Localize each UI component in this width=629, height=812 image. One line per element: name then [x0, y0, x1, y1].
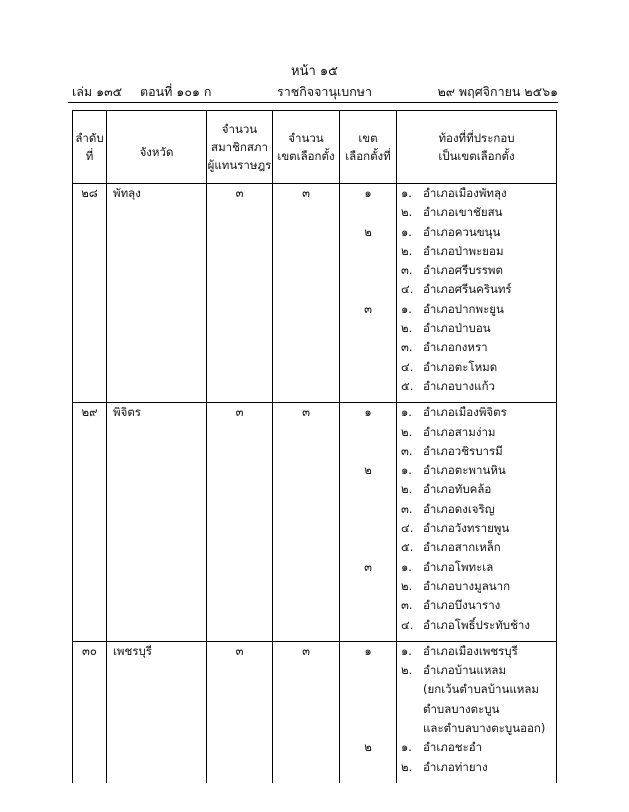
province-name-cell — [107, 403, 207, 642]
zone-spacer — [340, 577, 396, 596]
area-name: อำเภอวชิรบารมี — [423, 443, 503, 458]
area-item — [397, 700, 556, 719]
area-item — [397, 338, 556, 357]
area-item — [397, 538, 556, 557]
area-index: ๕. — [401, 378, 414, 393]
area-name: อำเภอบึงนาราง — [423, 598, 501, 613]
zone-spacer — [340, 719, 396, 738]
area-item — [397, 280, 556, 299]
table-row — [73, 403, 557, 642]
col-header-districts: จำนวน เขตเลือกตั้ง — [273, 111, 340, 184]
area-item — [397, 661, 556, 680]
area-name: อำเภอควนขนุน — [423, 224, 501, 239]
area-name: อำเภอโพทะเล — [423, 559, 494, 574]
zone-spacer — [340, 596, 396, 615]
area-name: อำเภอกงหรา — [423, 340, 488, 355]
area-index: ๒. — [401, 663, 413, 678]
area-name: อำเภอป่าพะยอม — [423, 243, 504, 258]
zone-number: ๑ — [364, 405, 372, 420]
zone-spacer — [340, 423, 396, 442]
area-item — [397, 680, 556, 699]
zone-spacer — [340, 203, 396, 222]
area-index: ๑. — [401, 740, 412, 755]
area-name: อำเภอป่าบอน — [423, 321, 491, 336]
province-name: พิจิตร — [113, 405, 141, 420]
area-name: อำเภอตะพานหิน — [423, 463, 506, 478]
district-count-cell — [273, 641, 340, 783]
member-count-cell — [207, 184, 273, 403]
province-group — [73, 184, 557, 403]
province-group — [73, 403, 557, 642]
area-item — [397, 577, 556, 596]
area-index: ๓. — [401, 340, 413, 355]
col-header-zone: เขต เลือกตั้งที่ — [340, 111, 397, 184]
area-item — [397, 596, 556, 615]
province-name-cell — [107, 641, 207, 783]
area-item — [397, 616, 556, 635]
area-index: ๕. — [401, 540, 414, 555]
district-count: ๓ — [302, 643, 310, 658]
section-label: ตอนที่ ๑๐๑ ก — [140, 84, 212, 99]
zone-number: ๒ — [364, 463, 372, 478]
zone-spacer — [340, 500, 396, 519]
district-count: ๓ — [302, 186, 310, 200]
volume-label: เล่ม ๑๓๕ — [72, 84, 123, 99]
area-name: อำเภอทับคล้อ — [423, 482, 492, 497]
zone-cell — [340, 403, 397, 642]
row-number-cell — [73, 184, 107, 403]
area-item — [397, 500, 556, 519]
area-name: อำเภอศรีบรรพต — [423, 263, 503, 278]
area-item — [397, 423, 556, 442]
area-name: อำเภอสามง่าม — [423, 424, 496, 439]
province-name-cell — [107, 184, 207, 403]
area-index: ๔. — [401, 359, 414, 374]
district-count-cell — [273, 403, 340, 642]
zone-spacer — [340, 338, 396, 357]
zone-number: ๑ — [364, 186, 372, 200]
member-count: ๓ — [235, 643, 244, 658]
province-group — [73, 641, 557, 783]
row-number: ๒๙ — [81, 405, 98, 420]
area-item — [397, 261, 556, 280]
header-divider — [68, 102, 558, 103]
zone-cell — [340, 184, 397, 403]
area-item — [397, 300, 556, 319]
area-name: อำเภอศรีนครินทร์ — [423, 282, 512, 297]
area-item — [397, 642, 556, 661]
area-index: ๓. — [401, 501, 413, 516]
area-index: ๒. — [401, 205, 413, 220]
area-item — [397, 223, 556, 242]
area-index: ๒. — [401, 759, 413, 774]
area-name: และตำบลบางตะบูนออก) — [423, 721, 546, 736]
area-index: ๑. — [401, 301, 412, 316]
zone-spacer — [340, 758, 396, 777]
zone-number: ๓ — [364, 559, 372, 574]
zone-spacer — [340, 377, 396, 396]
district-count-cell — [273, 184, 340, 403]
area-item — [397, 203, 556, 222]
area-name: อำเภอเมืองเพชรบุรี — [423, 643, 518, 658]
area-name: อำเภอสากเหล็ก — [423, 540, 501, 555]
row-number-cell — [73, 403, 107, 642]
area-name: อำเภอชะอำ — [423, 740, 483, 755]
area-index: ๒. — [401, 243, 413, 258]
area-name: อำเภอเขาชัยสน — [423, 205, 503, 220]
zone-spacer — [340, 261, 396, 280]
zone-spacer — [340, 242, 396, 261]
zone-spacer — [340, 616, 396, 635]
col-header-members: จำนวน สมาชิกสภา ผู้แทนราษฎร — [207, 111, 273, 184]
area-item — [397, 377, 556, 396]
zone-spacer — [340, 680, 396, 699]
zone-spacer — [340, 480, 396, 499]
zone-spacer — [340, 280, 396, 299]
area-name: อำเภอปากพะยูน — [423, 301, 504, 316]
area-index: ๒. — [401, 321, 413, 336]
area-index: ๑. — [401, 186, 412, 200]
area-name: อำเภอท่ายาง — [423, 759, 488, 774]
area-name: อำเภอบางแก้ว — [423, 378, 495, 393]
area-name: อำเภอตะโหมด — [423, 359, 498, 374]
zone-number: ๒ — [364, 740, 372, 755]
area-cell — [397, 403, 557, 642]
area-index: ๒. — [401, 424, 413, 439]
zone-spacer — [340, 519, 396, 538]
area-index: ๑. — [401, 643, 412, 658]
area-cell — [397, 184, 557, 403]
area-item — [397, 358, 556, 377]
zone-spacer — [340, 442, 396, 461]
zone-spacer — [340, 661, 396, 680]
area-item — [397, 738, 556, 757]
area-name: อำเภอบ้านแหลม — [423, 663, 507, 678]
constituency-table — [72, 110, 557, 783]
area-name: อำเภอเมืองพัทลุง — [423, 186, 507, 200]
area-item — [397, 480, 556, 499]
area-item — [397, 184, 556, 203]
province-name: เพชรบุรี — [113, 643, 152, 658]
col-header-no: ลำดับ ที่ — [73, 111, 107, 184]
area-index: ๒. — [401, 482, 413, 497]
member-count: ๓ — [235, 186, 244, 200]
area-index: ๔. — [401, 617, 414, 632]
area-name: อำเภอบางมูลนาก — [423, 578, 511, 593]
area-item — [397, 242, 556, 261]
area-item — [397, 319, 556, 338]
area-name: อำเภอเมืองพิจิตร — [423, 405, 507, 420]
publication-date: ๒๙ พฤศจิกายน ๒๕๖๑ — [437, 84, 558, 99]
area-name: (ยกเว้นตำบลบ้านแหลม — [423, 682, 539, 697]
member-count-cell — [207, 641, 273, 783]
zone-cell — [340, 641, 397, 783]
area-name: อำเภอวังทรายพูน — [423, 521, 510, 536]
page-number: หน้า ๑๕ — [291, 64, 338, 79]
area-index: ๑. — [401, 463, 412, 478]
area-item — [397, 719, 556, 738]
district-count: ๓ — [302, 405, 310, 420]
area-cell — [397, 641, 557, 783]
zone-spacer — [340, 538, 396, 557]
area-item — [397, 461, 556, 480]
col-header-areas: ท้องที่ที่ประกอบ เป็นเขตเลือกตั้ง — [397, 111, 557, 184]
area-item — [397, 758, 556, 777]
area-name: อำเภอดงเจริญ — [423, 501, 495, 516]
gazette-name: ราชกิจจานุเบกษา — [277, 84, 373, 99]
area-index: ๓. — [401, 598, 413, 613]
area-index: ๑. — [401, 559, 412, 574]
gazette-header — [72, 82, 558, 102]
area-index: ๓. — [401, 443, 413, 458]
province-name: พัทลุง — [113, 186, 141, 200]
table-row — [73, 184, 557, 403]
row-number-cell — [73, 641, 107, 783]
area-name: อำเภอโพธิ์ประทับช้าง — [423, 617, 530, 632]
zone-spacer — [340, 358, 396, 377]
zone-number: ๑ — [364, 643, 372, 658]
area-index: ๔. — [401, 521, 414, 536]
area-item — [397, 403, 556, 422]
area-item — [397, 558, 556, 577]
area-index: ๒. — [401, 578, 413, 593]
row-number: ๓๐ — [82, 643, 97, 658]
zone-number: ๒ — [364, 224, 372, 239]
table-row — [73, 641, 557, 783]
area-item — [397, 442, 556, 461]
area-index: ๔. — [401, 282, 414, 297]
member-count-cell — [207, 403, 273, 642]
row-number: ๒๘ — [81, 186, 98, 200]
zone-spacer — [340, 319, 396, 338]
area-index: ๓. — [401, 263, 413, 278]
area-name: ตำบลบางตะบูน — [423, 701, 500, 716]
col-header-province: จังหวัด — [107, 111, 207, 184]
area-item — [397, 519, 556, 538]
area-index: ๑. — [401, 224, 412, 239]
zone-spacer — [340, 700, 396, 719]
area-index: ๑. — [401, 405, 412, 420]
zone-number: ๓ — [364, 301, 372, 316]
member-count: ๓ — [235, 405, 244, 420]
table-header — [73, 111, 557, 184]
